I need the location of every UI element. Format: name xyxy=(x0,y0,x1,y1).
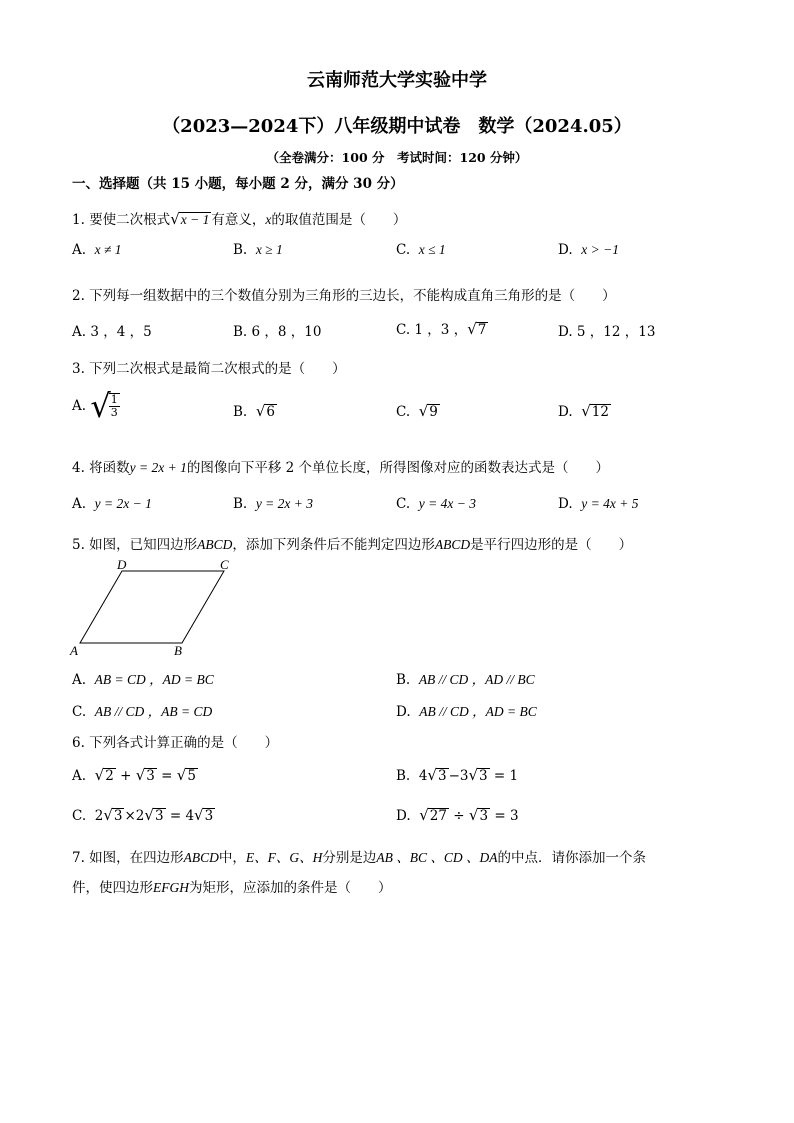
option-c[interactable]: C. 2√3 ×2√3 = 4√3 xyxy=(72,806,214,824)
option-c[interactable]: C. √9 xyxy=(396,402,438,420)
option-d[interactable]: D. √27 ÷ √3 = 3 xyxy=(396,806,519,824)
question-text: 有意义， xyxy=(211,212,266,228)
exam-info: （全卷满分：100 分 考试时间：120 分钟） xyxy=(266,150,528,165)
radicand: x − 1 xyxy=(180,212,210,227)
question-7-line-2: 件，使四边形EFGH为矩形，应添加的条件是（ ） xyxy=(72,880,392,896)
option-a[interactable]: A. 3 ，4 ，5 xyxy=(72,324,152,340)
option-d[interactable]: D. AB // CD ，AD = BC xyxy=(396,704,537,720)
option-d[interactable]: D. y = 4x + 5 xyxy=(558,496,639,512)
question-4: 4. 将函数y = 2x + 1的图像向下平移 2 个单位长度，所得图像对应的函数表达式是（ ） xyxy=(72,460,610,476)
option-a[interactable]: A. AB = CD ，AD = BC xyxy=(72,672,214,688)
option-b[interactable]: B. 6 ，8 ，10 xyxy=(233,324,322,340)
option-a[interactable]: A. √2 + √3 = √5 xyxy=(72,766,196,784)
option-c[interactable]: C. 1 ，3 ，√7 xyxy=(396,320,487,338)
parallelogram-shape xyxy=(80,571,224,643)
variable: x xyxy=(265,212,272,227)
section-title: 一、选择题（共 15 小题，每小题 2 分，满分 30 分） xyxy=(72,176,404,192)
question-7-line-1: 7. 如图，在四边形ABCD中，E、F、G、H分别是边AB 、BC 、CD 、DA的中点．请你添加一个条 xyxy=(72,850,647,866)
question-1: 1. 要使二次根式√x − 1 有意义，x的取值范围是（ ） xyxy=(72,210,407,228)
option-b[interactable]: B. x ≥ 1 xyxy=(233,242,283,258)
question-5: 5. 如图，已知四边形ABCD，添加下列条件后不能判定四边形ABCD是平行四边形的是（ ） xyxy=(72,537,633,553)
exam-title: （2023—2024下）八年级期中试卷 数学（2024.05） xyxy=(162,116,632,137)
vertex-label-b: B xyxy=(174,643,182,658)
option-d[interactable]: D. √12 xyxy=(558,402,609,420)
option-c[interactable]: C. x ≤ 1 xyxy=(396,242,446,258)
vertex-label-a: A xyxy=(70,643,78,658)
option-d[interactable]: D. 5 ，12 ，13 xyxy=(558,324,656,340)
option-c[interactable]: C. AB // CD ，AB = CD xyxy=(72,704,213,720)
question-text: 要使二次根式 xyxy=(89,212,171,228)
option-b[interactable]: B. AB // CD ，AD // BC xyxy=(396,672,535,688)
question-2: 2. 下列每一组数据中的三个数值分别为三角形的三边长，不能构成直角三角形的是（ ） xyxy=(72,288,616,304)
vertex-label-c: C xyxy=(220,557,229,572)
question-6: 6. 下列各式计算正确的是（ ） xyxy=(72,735,279,751)
option-a[interactable]: A. x ≠ 1 xyxy=(72,242,122,258)
question-3: 3. 下列二次根式是最简二次根式的是（ ） xyxy=(72,361,346,377)
question-number: 1. xyxy=(72,212,85,228)
parallelogram-figure xyxy=(66,556,246,660)
option-b[interactable]: B. 4√3 −3√3 = 1 xyxy=(396,766,519,784)
option-b[interactable]: B. √6 xyxy=(233,402,275,420)
vertex-label-d: D xyxy=(117,557,127,572)
option-c[interactable]: C. y = 4x − 3 xyxy=(396,496,476,512)
option-b[interactable]: B. y = 2x + 3 xyxy=(233,496,314,512)
option-d[interactable]: D. x > −1 xyxy=(558,242,619,258)
option-a[interactable]: A. y = 2x − 1 xyxy=(72,496,152,512)
school-name: 云南师范大学实验中学 xyxy=(307,70,487,91)
question-text: 的取值范围是（ ） xyxy=(271,212,407,228)
option-a[interactable]: A. √ $\frac{1}{3}$ xyxy=(72,387,118,425)
